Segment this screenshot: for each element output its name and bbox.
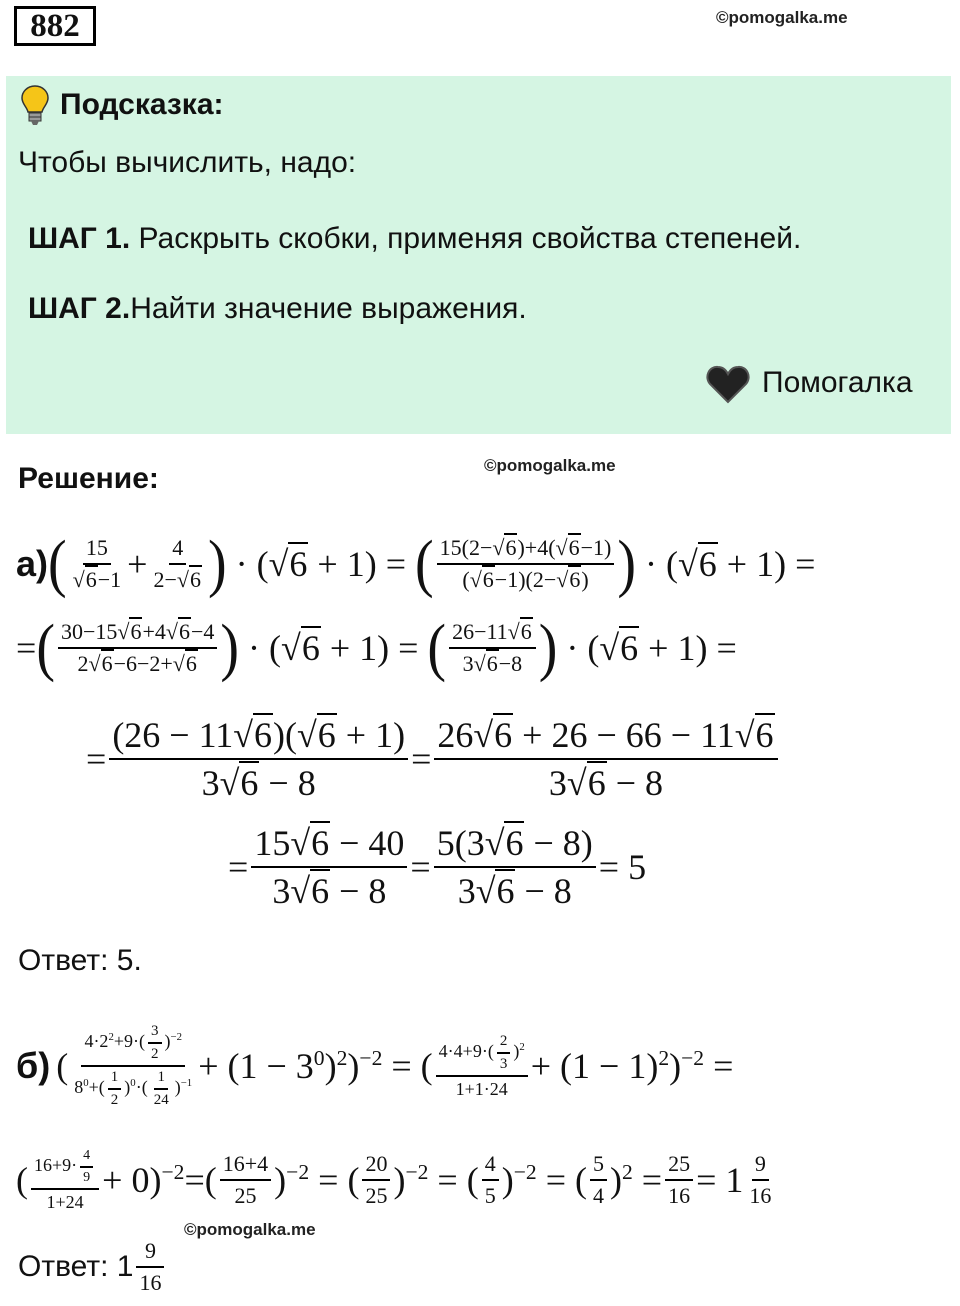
part-b-label: б): [16, 1045, 51, 1086]
fraction: $\frac{4}{5}$: [482, 1151, 499, 1209]
denominator: √6−1: [72, 567, 122, 592]
operator: =: [411, 739, 432, 779]
expression: )$^{-2}$ = (: [393, 1160, 479, 1200]
expression: )$^{-2}$ = (: [274, 1160, 360, 1200]
answer-b-text: Ответ: 1: [18, 1250, 134, 1283]
numerator: (26 − 11√6)(√6 + 1): [109, 714, 408, 760]
denominator: 3√6 − 8: [457, 871, 572, 911]
numerator: 4·4+9·( $\frac{2}{3}$ )$^2$: [436, 1033, 528, 1077]
part-a-line-2: [16, 606, 737, 690]
part-a-line-1: [16, 520, 815, 608]
fraction: [437, 535, 615, 593]
fraction: $\frac{5}{4}$: [590, 1151, 607, 1209]
numerator: 16+9· $\frac{4}{9}$: [31, 1148, 99, 1190]
part-a-label: а): [16, 543, 49, 584]
multiplier: · (√6 + 1) =: [566, 628, 737, 668]
fraction: $\frac{16+4}{25}$: [220, 1151, 271, 1209]
solution-title: Решение:: [18, 462, 159, 495]
expression: )$^2$ =: [610, 1160, 663, 1200]
numerator: 30−15√6+4√6−4: [58, 619, 217, 649]
numerator: 15(2−√6)+4(√6−1): [437, 535, 615, 565]
fraction: [109, 714, 408, 804]
operator: =: [16, 628, 37, 668]
fraction: [436, 1033, 528, 1100]
numerator: 4: [169, 535, 186, 565]
multiplier: · (√6 + 1) =: [235, 544, 407, 584]
watermark-bottom: ©pomogalka.me: [184, 1220, 316, 1239]
part-b-line-2: [16, 1138, 777, 1222]
answer-b-fraction: $\frac{9}{16}$: [136, 1238, 164, 1296]
watermark-top: ©pomogalka.me: [716, 8, 848, 27]
step-2-label: ШАГ 2.: [28, 292, 131, 325]
fraction: [449, 619, 536, 677]
heart-icon: [706, 364, 750, 404]
operator: =: [228, 847, 249, 887]
expression: + $(1 - 1)^2)^{-2}$ =: [530, 1046, 734, 1086]
step-1-text: Раскрыть скобки, применяя свойства степеней.: [130, 222, 802, 255]
answer-b: [18, 1236, 167, 1298]
hint-step-2: [28, 292, 527, 326]
paren: ): [207, 528, 227, 600]
denominator: 3√6 − 8: [548, 763, 663, 803]
paren: ): [538, 612, 558, 684]
part-a-line-3: [86, 706, 781, 812]
paren: (: [427, 612, 447, 684]
operator: =: [86, 739, 107, 779]
numerator: 15: [83, 535, 111, 565]
operator: =: [410, 847, 431, 887]
numerator: 26−11√6: [449, 619, 536, 649]
brand-label: Помогалка: [762, 366, 913, 399]
denominator: (√6−1)(2−√6): [462, 567, 589, 592]
task-number: 882: [14, 6, 96, 46]
result: = 5: [598, 847, 647, 887]
multiplier: · (√6 + 1) =: [645, 544, 816, 584]
fraction: [150, 535, 205, 593]
numerator: $4\cdot 2^2+9\cdot$( $\frac{3}{2}$ )$^{-2}$: [81, 1023, 185, 1067]
fraction: [70, 535, 125, 593]
step-2-text: Найти значение выражения.: [130, 292, 527, 325]
denominator: 2√6−6−2+√6: [77, 651, 197, 676]
expression: + 0)$^{-2}$=(: [102, 1160, 217, 1200]
denominator: 2−√6: [153, 567, 201, 592]
denominator: 1+1·24: [455, 1078, 508, 1099]
multiplier: · (√6 + 1) =: [248, 628, 419, 668]
paren: (: [415, 528, 434, 600]
lightbulb-icon: [20, 84, 50, 126]
watermark-middle: ©pomogalka.me: [484, 456, 616, 475]
numerator: 15√6 − 40: [251, 822, 407, 868]
paren: ): [617, 528, 637, 600]
hint-step-1: [28, 222, 801, 256]
denominator: $8^0+$( $\frac{1}{2}$ )$^0$·( $\frac{1}{24}$ )$^{-1}$: [74, 1069, 193, 1108]
fraction: $\frac{20}{25}$: [362, 1151, 390, 1209]
denominator: 3√6 − 8: [272, 871, 387, 911]
numerator: 5(3√6 − 8): [434, 822, 596, 868]
part-b-line-1: [16, 1010, 733, 1122]
paren: (: [56, 1046, 69, 1086]
fraction: [31, 1148, 99, 1213]
answer-a: Ответ: 5.: [18, 944, 142, 977]
fraction: [71, 1023, 195, 1109]
fraction: [434, 822, 596, 912]
paren: ): [220, 612, 240, 684]
hint-intro: Чтобы вычислить, надо:: [18, 146, 357, 179]
step-1-label: ШАГ 1.: [28, 222, 131, 255]
hint-title: Подсказка:: [60, 88, 224, 121]
numerator: 26√6 + 26 − 66 − 11√6: [434, 714, 777, 760]
operator: +: [127, 544, 148, 584]
paren: (: [36, 612, 55, 684]
denominator: 3√6 − 8: [201, 763, 316, 803]
denominator: 1+24: [46, 1191, 84, 1212]
fraction: [434, 714, 777, 804]
part-a-line-4: [228, 814, 646, 920]
expression: )$^{-2}$ = (: [501, 1160, 587, 1200]
paren: (: [48, 528, 67, 600]
expression: = 1: [696, 1160, 744, 1200]
expression: + $(1 - 3^0)^2)^{-2}$ = (: [198, 1046, 433, 1086]
fraction: [251, 822, 407, 912]
fraction: $\frac{9}{16}$: [749, 1151, 772, 1208]
fraction: $\frac{25}{16}$: [665, 1151, 693, 1209]
fraction: [58, 619, 217, 677]
paren: (: [16, 1160, 28, 1200]
denominator: 3√6−8: [462, 651, 523, 676]
